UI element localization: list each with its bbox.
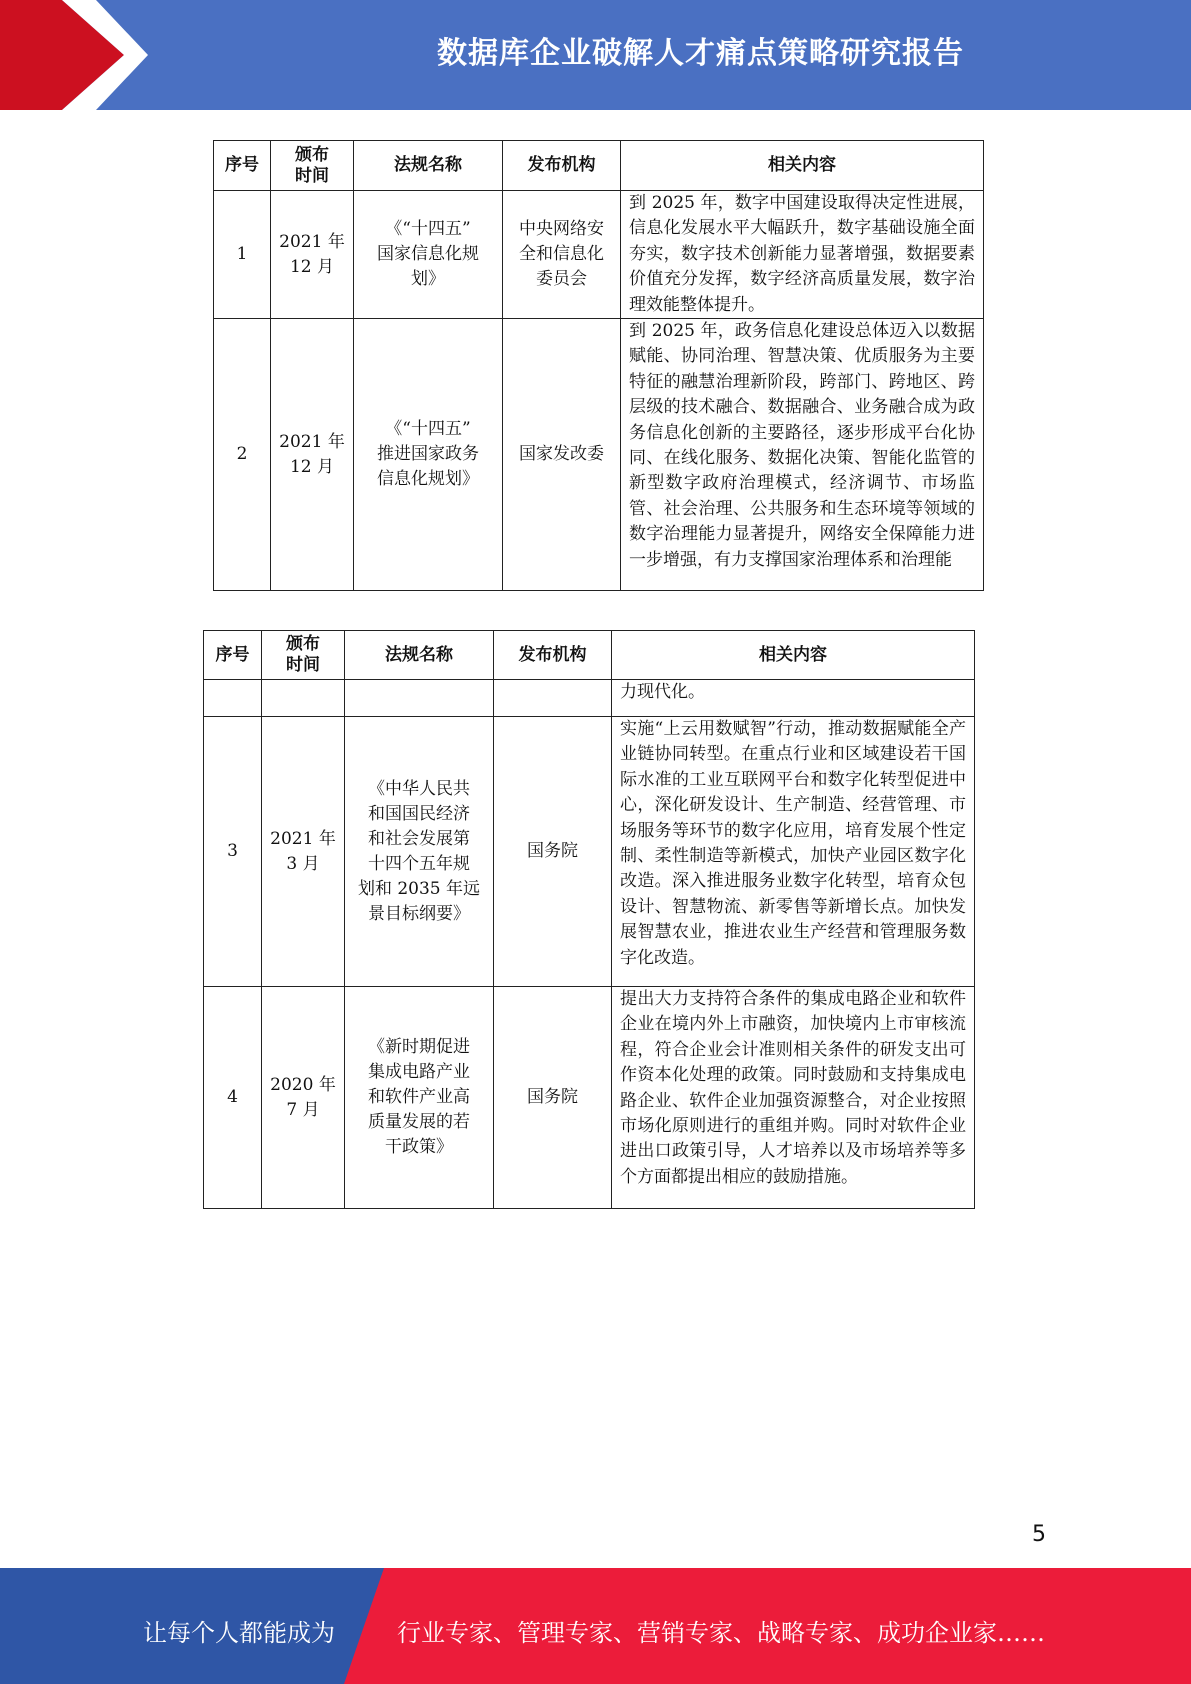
column-header-content: 相关内容 bbox=[621, 141, 984, 191]
column-header-date: 颁布 时间 bbox=[271, 141, 354, 191]
cell-org: 中央网络安 全和信息化 委员会 bbox=[503, 191, 621, 319]
regulation-table-1 bbox=[213, 140, 984, 591]
cell-org: 国家发改委 bbox=[503, 319, 621, 591]
cell-org: 国务院 bbox=[494, 987, 612, 1209]
footer-slogan-left: 让每个人都能成为 bbox=[143, 1619, 335, 1647]
table-row bbox=[214, 319, 984, 591]
header-arrow-decoration bbox=[0, 0, 260, 110]
cell-seq bbox=[204, 680, 262, 717]
cell-name bbox=[345, 680, 494, 717]
cell-content: 提出大力支持符合条件的集成电路企业和软件企业在境内外上市融资，加快境内上市审核流程，符合企业会计准则相关条件的研发支出可作资本化处理的政策。同时鼓励和支持集成电路企业、软件企业加强资源整合，对企业按照市场化原则进行的重组并购。同时对软件企业进出口政策引导，人才培养以及市场培养等多个方面都提出相应的鼓励措施。 bbox=[612, 987, 975, 1209]
table-row bbox=[204, 717, 975, 987]
column-header-seq: 序号 bbox=[214, 141, 271, 191]
cell-content: 到 2025 年，数字中国建设取得决定性进展，信息化发展水平大幅跃升，数字基础设施全面夯实，数字技术创新能力显著增强，数据要素价值充分发挥，数字经济高质量发展，数字治理效能整体提升。 bbox=[621, 191, 984, 319]
cell-date: 2021 年 3 月 bbox=[262, 717, 345, 987]
cell-date: 2021 年 12 月 bbox=[271, 319, 354, 591]
column-header-seq: 序号 bbox=[204, 631, 262, 680]
table-row bbox=[214, 191, 984, 319]
table-header-row bbox=[214, 141, 984, 191]
cell-org bbox=[494, 680, 612, 717]
table-row bbox=[204, 987, 975, 1209]
table-row bbox=[204, 680, 975, 717]
cell-org: 国务院 bbox=[494, 717, 612, 987]
cell-name: 《“十四五” 国家信息化规 划》 bbox=[354, 191, 503, 319]
page-footer bbox=[0, 1568, 1191, 1684]
column-header-date: 颁布 时间 bbox=[262, 631, 345, 680]
cell-seq: 1 bbox=[214, 191, 271, 319]
report-title: 数据库企业破解人才痛点策略研究报告 bbox=[437, 36, 964, 71]
column-header-org: 发布机构 bbox=[503, 141, 621, 191]
cell-content: 力现代化。 bbox=[612, 680, 975, 717]
page-number: 5 bbox=[1032, 1522, 1046, 1547]
cell-date: 2021 年 12 月 bbox=[271, 191, 354, 319]
cell-date: 2020 年 7 月 bbox=[262, 987, 345, 1209]
footer-slogan-right: 行业专家、管理专家、营销专家、战略专家、成功企业家…… bbox=[397, 1619, 1045, 1647]
column-header-name: 法规名称 bbox=[354, 141, 503, 191]
cell-content: 实施“上云用数赋智”行动，推动数据赋能全产业链协同转型。在重点行业和区域建设若干国际水准的工业互联网平台和数字化转型促进中心，深化研发设计、生产制造、经营管理、市场服务等环节的数字化应用，培育发展个性定制、柔性制造等新模式，加快产业园区数字化改造。深入推进服务业数字化转型，培育众包设计、智慧物流、新零售等新增长点。加快发展智慧农业，推进农业生产经营和管理服务数字化改造。 bbox=[612, 717, 975, 987]
cell-seq: 4 bbox=[204, 987, 262, 1209]
table-header-row bbox=[204, 631, 975, 680]
cell-content: 到 2025 年，政务信息化建设总体迈入以数据赋能、协同治理、智慧决策、优质服务为主要特征的融慧治理新阶段，跨部门、跨地区、跨层级的技术融合、数据融合、业务融合成为政务信息化创新的主要路径，逐步形成平台化协同、在线化服务、数据化决策、智能化监管的新型数字政府治理模式，经济调节、市场监管、社会治理、公共服务和生态环境等领域的数字治理能力显著提升，网络安全保障能力进一步增强，有力支撑国家治理体系和治理能 bbox=[621, 319, 984, 591]
column-header-org: 发布机构 bbox=[494, 631, 612, 680]
cell-name: 《中华人民共 和国国民经济 和社会发展第 十四个五年规 划和 2035 年远 景目标纲要》 bbox=[345, 717, 494, 987]
cell-seq: 3 bbox=[204, 717, 262, 987]
column-header-content: 相关内容 bbox=[612, 631, 975, 680]
page-header bbox=[0, 0, 1191, 110]
cell-name: 《新时期促进 集成电路产业 和软件产业高 质量发展的若 干政策》 bbox=[345, 987, 494, 1209]
column-header-name: 法规名称 bbox=[345, 631, 494, 680]
cell-name: 《“十四五” 推进国家政务 信息化规划》 bbox=[354, 319, 503, 591]
regulation-table-2 bbox=[203, 630, 975, 1209]
cell-date bbox=[262, 680, 345, 717]
cell-seq: 2 bbox=[214, 319, 271, 591]
